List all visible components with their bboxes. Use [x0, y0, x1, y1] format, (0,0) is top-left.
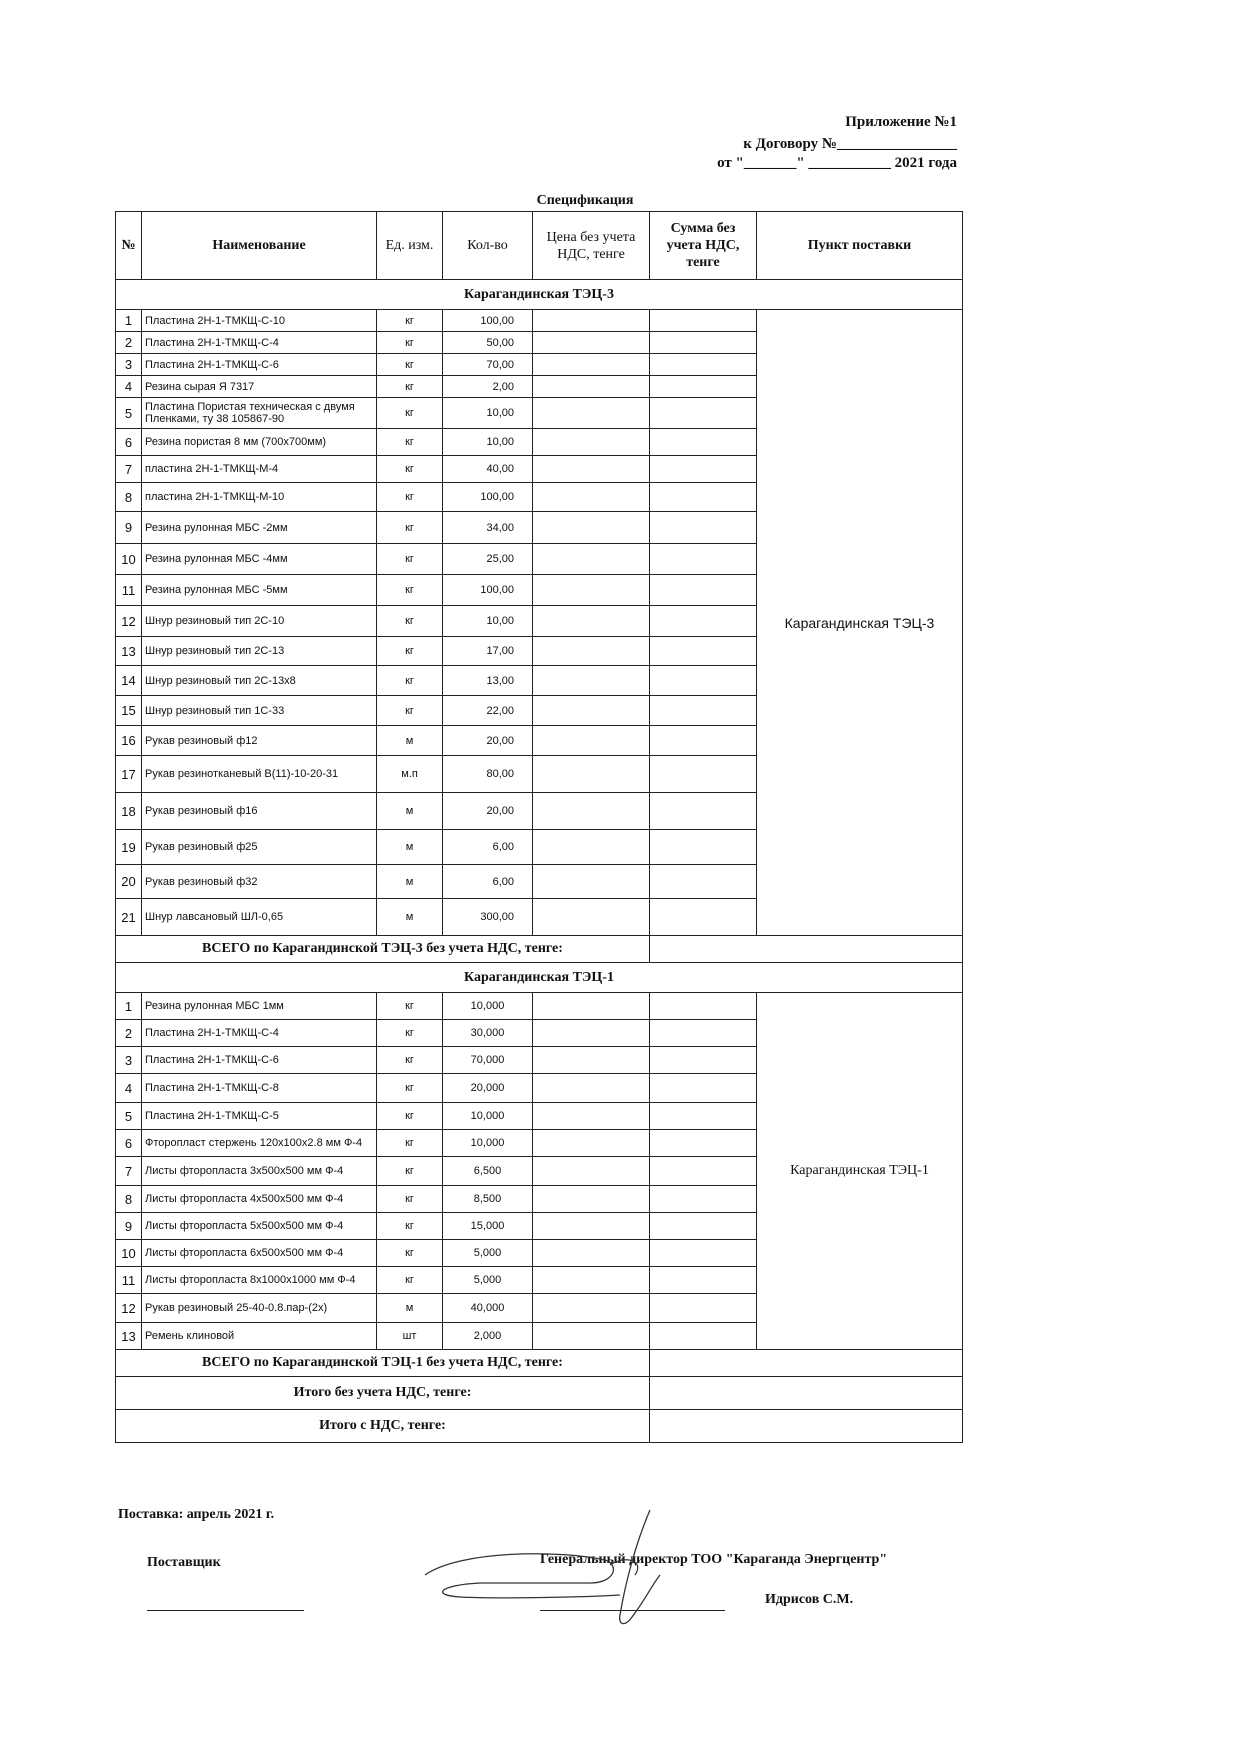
item-sum	[650, 606, 757, 637]
item-number: 21	[116, 899, 142, 936]
item-number: 11	[116, 575, 142, 606]
item-unit: кг	[377, 429, 443, 456]
item-number: 6	[116, 429, 142, 456]
item-number: 2	[116, 1020, 142, 1047]
section-total-value	[650, 1350, 963, 1377]
item-unit: м.п	[377, 756, 443, 793]
item-number: 9	[116, 1213, 142, 1240]
item-price	[533, 354, 650, 376]
item-price	[533, 756, 650, 793]
item-quantity: 10,00	[443, 398, 533, 429]
item-number: 1	[116, 993, 142, 1020]
item-price	[533, 1186, 650, 1213]
item-price	[533, 1130, 650, 1157]
item-unit: кг	[377, 398, 443, 429]
item-unit: кг	[377, 354, 443, 376]
item-quantity: 100,00	[443, 483, 533, 512]
item-sum	[650, 1157, 757, 1186]
item-name: пластина 2Н-1-ТМКЩ-М-4	[142, 456, 377, 483]
item-quantity: 100,00	[443, 310, 533, 332]
item-unit: кг	[377, 376, 443, 398]
item-name: Пластина 2Н-1-ТМКЩ-С-4	[142, 332, 377, 354]
item-name: Пластина 2Н-1-ТМКЩ-С-6	[142, 1047, 377, 1074]
item-unit: шт	[377, 1323, 443, 1350]
item-unit: кг	[377, 606, 443, 637]
item-number: 12	[116, 606, 142, 637]
item-number: 17	[116, 756, 142, 793]
item-unit: кг	[377, 1240, 443, 1267]
item-unit: кг	[377, 575, 443, 606]
section-row	[116, 963, 963, 993]
item-name: Шнур резиновый тип 2С-13х8	[142, 666, 377, 696]
item-name: Резина пористая 8 мм (700х700мм)	[142, 429, 377, 456]
item-quantity: 5,000	[443, 1240, 533, 1267]
item-quantity: 22,00	[443, 696, 533, 726]
item-number: 3	[116, 354, 142, 376]
item-unit: кг	[377, 483, 443, 512]
item-sum	[650, 1103, 757, 1130]
item-price	[533, 575, 650, 606]
supplier-signature-line	[147, 1610, 304, 1611]
item-name: Шнур резиновый тип 1С-33	[142, 696, 377, 726]
item-number: 13	[116, 637, 142, 666]
item-unit: м	[377, 1294, 443, 1323]
item-quantity: 15,000	[443, 1213, 533, 1240]
item-unit: кг	[377, 332, 443, 354]
item-number: 20	[116, 865, 142, 899]
section-total-label: ВСЕГО по Карагандинской ТЭЦ-1 без учета НДС, тенге:	[116, 1350, 650, 1377]
item-sum	[650, 1020, 757, 1047]
header-row	[116, 212, 963, 280]
item-number: 11	[116, 1267, 142, 1294]
item-number: 10	[116, 1240, 142, 1267]
item-unit: кг	[377, 1047, 443, 1074]
item-sum	[650, 726, 757, 756]
item-number: 4	[116, 1074, 142, 1103]
item-sum	[650, 1074, 757, 1103]
total-with-vat-row-label: Итого с НДС, тенге:	[116, 1410, 650, 1443]
item-name: Рукав резиновый ф25	[142, 830, 377, 865]
total-with-vat-row-value	[650, 1410, 963, 1443]
item-name: Пластина 2Н-1-ТМКЩ-С-5	[142, 1103, 377, 1130]
item-quantity: 20,000	[443, 1074, 533, 1103]
item-quantity: 6,00	[443, 865, 533, 899]
item-number: 10	[116, 544, 142, 575]
col-header-price: Цена без учета НДС, тенге	[533, 212, 650, 280]
item-quantity: 40,00	[443, 456, 533, 483]
item-number: 1	[116, 310, 142, 332]
item-quantity: 2,00	[443, 376, 533, 398]
section-title: Карагандинская ТЭЦ-1	[116, 963, 963, 993]
item-quantity: 17,00	[443, 637, 533, 666]
item-quantity: 5,000	[443, 1267, 533, 1294]
item-unit: кг	[377, 1186, 443, 1213]
item-quantity: 300,00	[443, 899, 533, 936]
item-name: Листы фторопласта 5х500х500 мм Ф-4	[142, 1213, 377, 1240]
item-quantity: 25,00	[443, 544, 533, 575]
item-sum	[650, 865, 757, 899]
item-unit: кг	[377, 666, 443, 696]
item-sum	[650, 793, 757, 830]
supplier-label: Поставщик	[147, 1555, 221, 1570]
section-row	[116, 280, 963, 310]
item-name: Пластина Пористая техническая с двумя Пленками, ту 38 105867-90	[142, 398, 377, 429]
total-without-vat-row-label: Итого без учета НДС, тенге:	[116, 1377, 650, 1410]
item-name: Листы фторопласта 4х500х500 мм Ф-4	[142, 1186, 377, 1213]
col-header-delivery-point: Пункт поставки	[757, 212, 963, 280]
total-with-vat-row	[116, 1410, 963, 1443]
item-quantity: 10,000	[443, 993, 533, 1020]
item-name: Резина рулонная МБС -4мм	[142, 544, 377, 575]
col-header-unit: Ед. изм.	[377, 212, 443, 280]
contract-reference: к Договору №________________	[743, 136, 957, 152]
item-sum	[650, 456, 757, 483]
item-sum	[650, 575, 757, 606]
item-sum	[650, 398, 757, 429]
item-sum	[650, 696, 757, 726]
item-quantity: 10,000	[443, 1130, 533, 1157]
delivery-date: Поставка: апрель 2021 г.	[118, 1507, 275, 1522]
item-quantity: 10,00	[443, 606, 533, 637]
item-unit: кг	[377, 637, 443, 666]
item-sum	[650, 376, 757, 398]
item-sum	[650, 1240, 757, 1267]
item-unit: м	[377, 899, 443, 936]
item-price	[533, 398, 650, 429]
item-number: 15	[116, 696, 142, 726]
item-number: 13	[116, 1323, 142, 1350]
item-number: 5	[116, 1103, 142, 1130]
item-sum	[650, 332, 757, 354]
item-name: Пластина 2Н-1-ТМКЩ-С-6	[142, 354, 377, 376]
item-name: Рукав резиновый ф32	[142, 865, 377, 899]
delivery-point: Карагандинская ТЭЦ-1	[757, 993, 963, 1350]
item-number: 4	[116, 376, 142, 398]
item-number: 19	[116, 830, 142, 865]
item-quantity: 40,000	[443, 1294, 533, 1323]
item-name: Резина сырая Я 7317	[142, 376, 377, 398]
item-price	[533, 1157, 650, 1186]
item-number: 2	[116, 332, 142, 354]
item-sum	[650, 756, 757, 793]
item-sum	[650, 354, 757, 376]
item-sum	[650, 666, 757, 696]
item-sum	[650, 1130, 757, 1157]
item-price	[533, 1047, 650, 1074]
item-quantity: 20,00	[443, 793, 533, 830]
director-name: Идрисов С.М.	[765, 1592, 854, 1607]
item-number: 5	[116, 398, 142, 429]
item-unit: кг	[377, 1130, 443, 1157]
director-title: Генеральный директор ТОО "Караганда Энергцентр"	[540, 1552, 888, 1567]
item-name: Резина рулонная МБС 1мм	[142, 993, 377, 1020]
item-price	[533, 1323, 650, 1350]
item-sum	[650, 1213, 757, 1240]
item-price	[533, 310, 650, 332]
item-name: Резина рулонная МБС -2мм	[142, 512, 377, 544]
item-price	[533, 332, 650, 354]
item-price	[533, 1213, 650, 1240]
item-quantity: 6,500	[443, 1157, 533, 1186]
item-unit: кг	[377, 310, 443, 332]
item-quantity: 10,00	[443, 429, 533, 456]
item-unit: кг	[377, 1020, 443, 1047]
col-header-number: №	[116, 212, 142, 280]
item-price	[533, 793, 650, 830]
item-unit: кг	[377, 1213, 443, 1240]
item-sum	[650, 637, 757, 666]
item-unit: кг	[377, 696, 443, 726]
item-sum	[650, 544, 757, 575]
item-name: Пластина 2Н-1-ТМКЩ-С-10	[142, 310, 377, 332]
item-unit: кг	[377, 1074, 443, 1103]
document-title: Спецификация	[536, 193, 634, 208]
item-sum	[650, 483, 757, 512]
item-price	[533, 1267, 650, 1294]
item-number: 7	[116, 456, 142, 483]
item-number: 8	[116, 1186, 142, 1213]
item-quantity: 100,00	[443, 575, 533, 606]
item-name: Пластина 2Н-1-ТМКЩ-С-4	[142, 1020, 377, 1047]
item-quantity: 34,00	[443, 512, 533, 544]
total-without-vat-row	[116, 1377, 963, 1410]
item-price	[533, 726, 650, 756]
item-unit: кг	[377, 512, 443, 544]
item-price	[533, 1074, 650, 1103]
item-price	[533, 429, 650, 456]
item-unit: м	[377, 865, 443, 899]
item-price	[533, 606, 650, 637]
item-number: 9	[116, 512, 142, 544]
contract-date: от "_______" ___________ 2021 года	[717, 155, 957, 171]
item-price	[533, 483, 650, 512]
item-quantity: 6,00	[443, 830, 533, 865]
item-number: 8	[116, 483, 142, 512]
item-number: 6	[116, 1130, 142, 1157]
item-sum	[650, 1186, 757, 1213]
item-sum	[650, 1047, 757, 1074]
delivery-point: Карагандинская ТЭЦ-3	[757, 310, 963, 936]
item-number: 3	[116, 1047, 142, 1074]
item-name: Рукав резинотканевый В(11)-10-20-31	[142, 756, 377, 793]
section-total-row	[116, 1350, 963, 1377]
item-price	[533, 1020, 650, 1047]
item-name: Резина рулонная МБС -5мм	[142, 575, 377, 606]
item-price	[533, 993, 650, 1020]
item-unit: кг	[377, 544, 443, 575]
total-without-vat-row-value	[650, 1377, 963, 1410]
col-header-name: Наименование	[142, 212, 377, 280]
item-sum	[650, 899, 757, 936]
item-sum	[650, 993, 757, 1020]
item-number: 7	[116, 1157, 142, 1186]
col-header-qty: Кол-во	[443, 212, 533, 280]
item-sum	[650, 512, 757, 544]
director-signature-icon	[420, 1505, 740, 1635]
item-name: Рукав резиновый ф12	[142, 726, 377, 756]
col-header-sum: Сумма без учета НДС, тенге	[650, 212, 757, 280]
item-unit: кг	[377, 1103, 443, 1130]
item-sum	[650, 1294, 757, 1323]
section-total-row	[116, 936, 963, 963]
item-name: пластина 2Н-1-ТМКЩ-М-10	[142, 483, 377, 512]
item-name: Ремень клиновой	[142, 1323, 377, 1350]
item-sum	[650, 429, 757, 456]
item-name: Листы фторопласта 8х1000х1000 мм Ф-4	[142, 1267, 377, 1294]
specification-body	[116, 212, 963, 1443]
item-price	[533, 376, 650, 398]
item-unit: м	[377, 726, 443, 756]
item-price	[533, 1240, 650, 1267]
item-name: Шнур резиновый тип 2С-13	[142, 637, 377, 666]
item-price	[533, 1294, 650, 1323]
item-quantity: 2,000	[443, 1323, 533, 1350]
item-unit: кг	[377, 993, 443, 1020]
item-sum	[650, 1267, 757, 1294]
specification-table	[115, 211, 963, 1443]
item-name: Шнур лавсановый ШЛ-0,65	[142, 899, 377, 936]
item-number: 18	[116, 793, 142, 830]
item-quantity: 13,00	[443, 666, 533, 696]
item-sum	[650, 830, 757, 865]
item-number: 16	[116, 726, 142, 756]
item-quantity: 30,000	[443, 1020, 533, 1047]
item-unit: кг	[377, 456, 443, 483]
item-unit: м	[377, 793, 443, 830]
item-quantity: 10,000	[443, 1103, 533, 1130]
item-price	[533, 830, 650, 865]
item-sum	[650, 1323, 757, 1350]
item-price	[533, 865, 650, 899]
item-name: Фторопласт стержень 120х100х2.8 мм Ф-4	[142, 1130, 377, 1157]
item-name: Шнур резиновый тип 2С-10	[142, 606, 377, 637]
item-unit: кг	[377, 1267, 443, 1294]
item-price	[533, 512, 650, 544]
item-name: Пластина 2Н-1-ТМКЩ-С-8	[142, 1074, 377, 1103]
section-total-label: ВСЕГО по Карагандинской ТЭЦ-3 без учета НДС, тенге:	[116, 936, 650, 963]
item-name: Рукав резиновый 25-40-0.8.пар-(2х)	[142, 1294, 377, 1323]
table-row	[116, 310, 963, 332]
appendix-title: Приложение №1	[845, 114, 957, 130]
item-sum	[650, 310, 757, 332]
item-price	[533, 637, 650, 666]
table-row	[116, 993, 963, 1020]
item-quantity: 70,00	[443, 354, 533, 376]
item-name: Листы фторопласта 6х500х500 мм Ф-4	[142, 1240, 377, 1267]
item-name: Листы фторопласта 3х500х500 мм Ф-4	[142, 1157, 377, 1186]
item-price	[533, 456, 650, 483]
item-unit: м	[377, 830, 443, 865]
item-quantity: 20,00	[443, 726, 533, 756]
item-price	[533, 899, 650, 936]
item-price	[533, 696, 650, 726]
item-price	[533, 1103, 650, 1130]
item-unit: кг	[377, 1157, 443, 1186]
item-quantity: 70,000	[443, 1047, 533, 1074]
section-total-value	[650, 936, 963, 963]
item-price	[533, 666, 650, 696]
item-quantity: 8,500	[443, 1186, 533, 1213]
item-quantity: 50,00	[443, 332, 533, 354]
item-number: 12	[116, 1294, 142, 1323]
item-number: 14	[116, 666, 142, 696]
item-quantity: 80,00	[443, 756, 533, 793]
item-price	[533, 544, 650, 575]
item-name: Рукав резиновый ф16	[142, 793, 377, 830]
section-title: Карагандинская ТЭЦ-3	[116, 280, 963, 310]
